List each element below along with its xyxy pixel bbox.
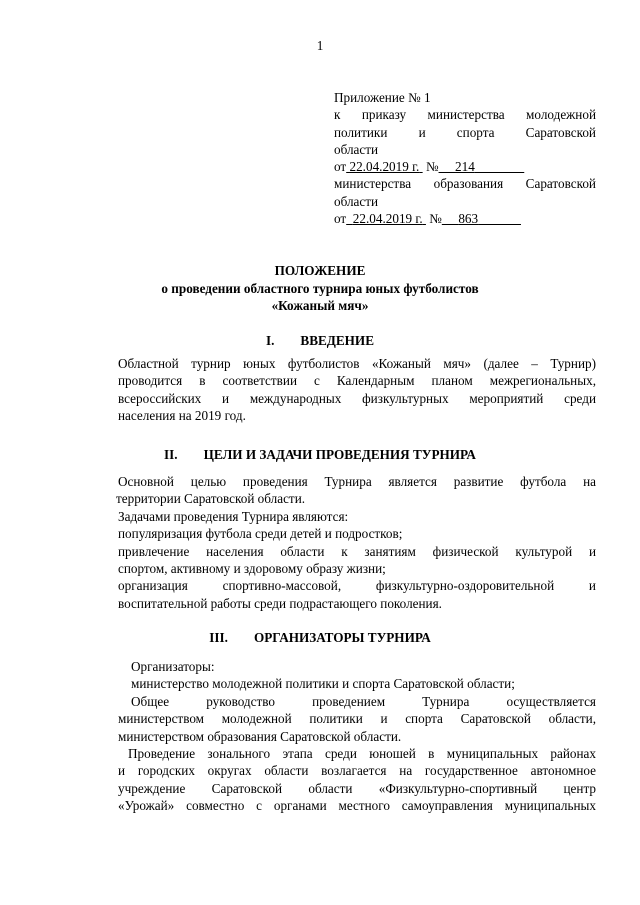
order-number: 863	[458, 211, 479, 227]
order-number-sign: №	[429, 211, 442, 227]
appendix-line: области	[334, 141, 379, 157]
text-line: воспитательной работы среди подрастающего поколения.	[118, 595, 442, 611]
title-line: ПОЛОЖЕНИЕ	[274, 263, 366, 278]
order-number-sign: №	[425, 159, 439, 175]
organizers-paragraph	[118, 658, 596, 815]
section-number: III.	[209, 630, 228, 645]
text-line: министерство молодежной политики и спорта Саратовской области;	[131, 676, 515, 692]
order-number: 214	[455, 159, 475, 175]
title-line: о проведении областного турнира юных футболистов	[161, 280, 479, 296]
appendix-line: Приложение № 1	[334, 90, 431, 105]
appendix-line: области	[334, 193, 379, 209]
appendix-block	[334, 89, 596, 227]
text-line: населения на 2019 год.	[118, 408, 246, 424]
text-line: привлечение населения области к занятиям физической культурой и	[118, 543, 596, 559]
text-line: и городских округах области возлагается на государственное автономное	[118, 763, 596, 779]
text-line: Областной турнир юных футболистов «Кожаный мяч» (далее – Турнир)	[118, 356, 596, 371]
text-line: Основной целью проведения Турнира является развитие футбола на	[118, 474, 596, 489]
section-heading-2	[0, 447, 640, 463]
order-line-2	[334, 210, 596, 227]
text-line: Общее руководство проведением Турнира осуществляется	[131, 693, 596, 709]
text-line: министерством образования Саратовской области.	[118, 728, 402, 744]
text-line: министерством молодежной политики и спорта Саратовской области,	[118, 711, 596, 727]
order-date: 22.04.2019 г.	[352, 211, 423, 227]
text-line: учреждение Саратовской области «Физкультурно-спортивный центр	[118, 780, 596, 796]
intro-paragraph	[118, 355, 596, 425]
text-line: спортом, активному и здоровому образу жизни;	[118, 561, 386, 577]
appendix-line: к приказу министерства молодежной	[334, 107, 596, 123]
goals-paragraph	[118, 473, 596, 612]
order-date: 22.04.2019 г.	[349, 159, 420, 175]
text-line: популяризация футбола среди детей и подростков;	[118, 526, 403, 542]
document-title	[0, 262, 640, 315]
section-heading-3	[0, 630, 640, 646]
section-title: ВВЕДЕНИЕ	[300, 333, 374, 348]
text-line: «Урожай» совместно с органами местного самоуправления муниципальных	[118, 798, 596, 814]
text-line: Организаторы:	[131, 659, 215, 674]
text-line: всероссийских и международных физкультурных мероприятий среди	[118, 390, 596, 406]
appendix-line: политики и спорта Саратовской	[334, 124, 596, 140]
title-line: «Кожаный мяч»	[271, 298, 369, 313]
text-line: Задачами проведения Турнира являются:	[118, 508, 349, 524]
section-title: ОРГАНИЗАТОРЫ ТУРНИРА	[253, 630, 431, 645]
order-prefix: от	[334, 159, 347, 175]
section-heading-1	[0, 333, 640, 349]
section-title: ЦЕЛИ И ЗАДАЧИ ПРОВЕДЕНИЯ ТУРНИРА	[203, 447, 476, 462]
order-prefix: от	[334, 211, 347, 227]
page-number: 1	[316, 38, 324, 53]
text-line: проводится в соответствии с Календарным планом межрегиональных,	[118, 373, 596, 389]
section-number: II.	[164, 447, 178, 462]
text-line: Проведение зонального этапа среди юношей в муниципальных районах	[128, 746, 596, 762]
text-line: территории Саратовской области.	[116, 491, 306, 507]
section-number: I.	[265, 333, 275, 348]
text-line: организация спортивно-массовой, физкультурно-оздоровительной и	[118, 578, 596, 594]
order-line-1	[334, 158, 596, 175]
appendix-line: министерства образования Саратовской	[334, 176, 596, 192]
